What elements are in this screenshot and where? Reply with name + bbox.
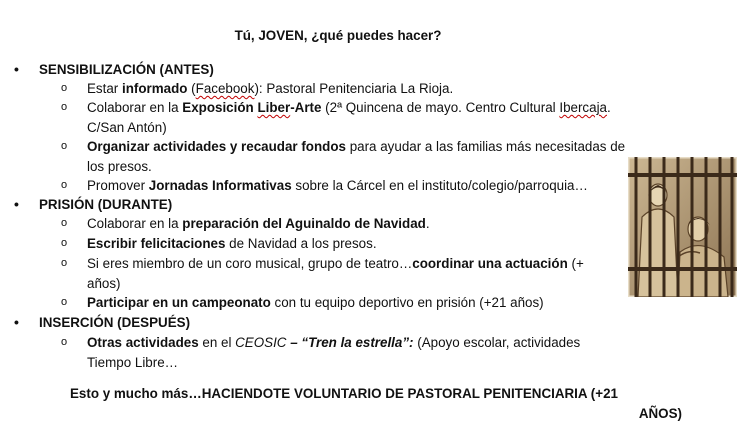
prison-bars-photo [628, 157, 737, 297]
sub-bullet-marker: o [61, 179, 68, 191]
sub-bullet-marker: o [61, 336, 68, 348]
text-run-bold: Jornadas Informativas [148, 178, 292, 193]
list-item [61, 98, 681, 137]
list-item-text [87, 254, 681, 293]
sub-bullet-marker: o [61, 217, 68, 229]
list-item-text [87, 137, 681, 176]
text-run: (2ª Quincena de mayo. Centro Cultural [321, 100, 560, 115]
bullet-marker: • [14, 196, 19, 212]
text-run-bold-italic: – “Tren la estrella”: [286, 335, 414, 350]
section-heading-antes [14, 60, 214, 80]
text-run: sobre la Cárcel en el instituto/colegio/parroquia… [291, 178, 588, 193]
sub-bullet-marker: o [61, 257, 68, 269]
text-run: para ayudar a las familias más necesitadas de [345, 139, 626, 154]
bullet-marker: • [14, 61, 19, 77]
sub-bullet-marker: o [61, 101, 68, 113]
footer-line-1: Esto y mucho más…HACIENDOTE VOLUNTARIO DE PASTORAL PENITENCIARIA (+21 [70, 386, 618, 401]
text-run-bold: -Arte [290, 100, 322, 115]
text-run-bold: Escribir felicitaciones [87, 236, 226, 251]
list-item-text [87, 333, 681, 372]
text-run: . [425, 216, 430, 231]
spellcheck-word: Ibercaja [559, 100, 607, 115]
prison-bars-illustration [628, 157, 737, 297]
list-item-text [87, 176, 681, 196]
list-item-text [87, 214, 681, 234]
text-run: con tu equipo deportivo en prisión (+21 años) [270, 295, 544, 310]
list-item [61, 79, 681, 99]
text-run: (Apoyo escolar, actividades [413, 335, 581, 350]
list-item-text [87, 98, 681, 137]
text-run: Estar [87, 81, 122, 96]
text-run-bold: coordinar una actuación [412, 256, 568, 271]
list-item-text [87, 79, 681, 99]
section-heading-text: SENSIBILIZACIÓN (ANTES) [39, 62, 214, 77]
text-run: Tiempo Libre… [87, 354, 179, 370]
bullet-marker: • [14, 314, 19, 330]
section-heading-text: PRISIÓN (DURANTE) [39, 197, 173, 212]
text-run-bold: informado [121, 81, 188, 96]
section-heading-durante [14, 195, 172, 215]
text-run: en el [198, 335, 236, 350]
text-run-italic: CEOSIC [235, 335, 287, 350]
list-item [61, 293, 681, 313]
text-run-bold: Participar en un campeonato [87, 295, 271, 310]
text-run: Si eres miembro de un coro musical, grupo de teatro… [87, 256, 413, 271]
text-run: de Navidad a los presos. [225, 236, 377, 251]
text-run-bold: Organizar actividades y recaudar fondos [87, 139, 346, 154]
list-item [61, 176, 681, 196]
spellcheck-word: Facebook [195, 81, 255, 96]
section-heading-text: INSERCIÓN (DESPUÉS) [39, 315, 191, 330]
text-run: los presos. [87, 158, 152, 174]
footer-line-2: AÑOS) [638, 406, 682, 421]
text-run: . [607, 100, 611, 115]
sub-bullet-marker: o [61, 140, 68, 152]
sub-bullet-marker: o [61, 82, 68, 94]
text-run: Promover [87, 178, 149, 193]
list-item [61, 137, 681, 176]
section-heading-despues [14, 313, 190, 333]
text-run: (+ [567, 256, 584, 271]
text-run-bold: Otras actividades [87, 335, 199, 350]
text-run-bold: Exposición [182, 100, 258, 115]
sub-bullet-marker: o [61, 296, 68, 308]
sub-bullet-marker: o [61, 237, 68, 249]
list-item [61, 234, 681, 254]
spellcheck-word: Liber [257, 100, 291, 115]
text-run: ( [187, 81, 196, 96]
list-item-text [87, 293, 681, 313]
text-run: Colaborar en la [87, 100, 183, 115]
list-item [61, 254, 681, 293]
list-item-text [87, 234, 681, 254]
list-item [61, 214, 681, 234]
text-run: C/San Antón) [87, 119, 167, 135]
text-run: años) [87, 275, 121, 291]
text-run-bold: preparación del Aguinaldo de Navidad [182, 216, 426, 231]
page-title: Tú, JOVEN, ¿qué puedes hacer? [234, 28, 442, 43]
text-run: Colaborar en la [87, 216, 183, 231]
list-item [61, 333, 681, 372]
text-run: ): Pastoral Penitenciaria La Rioja. [254, 81, 454, 96]
footer-callout [70, 384, 682, 424]
